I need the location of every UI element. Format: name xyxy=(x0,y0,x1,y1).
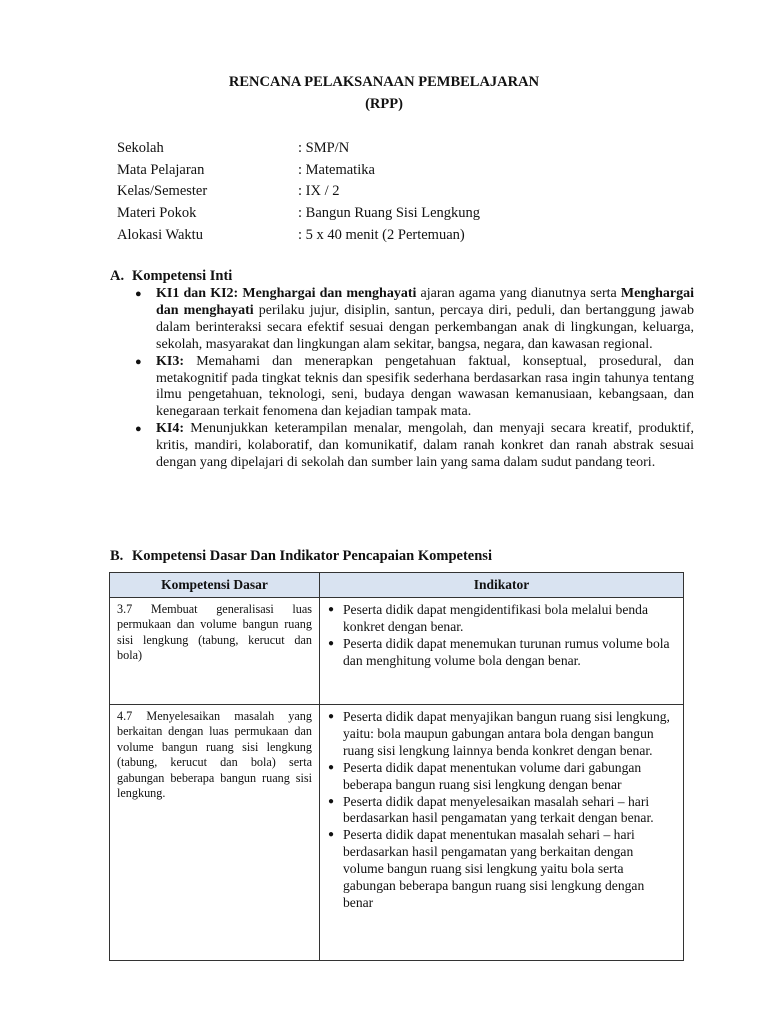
section-letter: B. xyxy=(110,548,124,564)
identity-value: : Bangun Ruang Sisi Lengkung xyxy=(298,205,481,222)
column-header-kompetensi-dasar: Kompetensi Dasar xyxy=(110,573,320,598)
identity-value: : IX / 2 xyxy=(298,183,340,200)
list-item-ki4 xyxy=(133,421,694,472)
identity-row-sekolah xyxy=(117,138,480,160)
bullet-icon: ● xyxy=(328,711,335,722)
kd-cell: 3.7 Membuat generalisasi luas permukaan dan volume bangun ruang sisi lengkung (tabung, kerucut dan bola) xyxy=(110,598,320,705)
list-item xyxy=(328,760,675,794)
list-item xyxy=(328,794,675,828)
table-row xyxy=(110,705,684,961)
document-title: RENCANA PELAKSANAAN PEMBELAJARAN xyxy=(228,74,540,90)
indikator-text: Peserta didik dapat menyajikan bangun ruang sisi lengkung, yaitu: bola maupun gabungan antara bola dengan bangun ruang sisi lengkung lainnya benda konkret dengan benar. xyxy=(343,709,670,758)
identity-value: : 5 x 40 menit (2 Pertemuan) xyxy=(298,226,465,243)
table-row xyxy=(110,598,684,705)
list-item-ki3 xyxy=(133,354,694,422)
ki-text: Memahami dan menerapkan pengetahuan faktual, konseptual, prosedural, dan metakognitif pada tingkat teknis dan spesifik sederhana berdasarkan rasa ingin tahunya tentang ilmu pengetahuan, teknologi, seni, budaya dengan wawasan kemanusiaan, kebangsaan, dan kenegaraan terkait fenomena dan kejadian tampak mata. xyxy=(156,353,694,420)
indikator-text: Peserta didik dapat menentukan masalah sehari – hari berdasarkan hasil pengamatan yang berkaitan dengan volume bangun ruang sisi lengkung yaitu bola serta gabungan beberapa bangun ruang sisi lengkung dengan benar xyxy=(343,827,645,910)
ki-label: KI4: xyxy=(156,421,184,437)
identity-value: : Matematika xyxy=(298,161,375,178)
bullet-icon: ● xyxy=(328,795,335,807)
section-letter: A. xyxy=(110,268,125,284)
bullet-icon: ● xyxy=(135,288,142,300)
indikator-text: Peserta didik dapat menemukan turunan rumus volume bola dan menghitung volume bola dengan benar. xyxy=(343,635,670,668)
ki-label: KI3: xyxy=(156,353,184,369)
identity-value: : SMP/N xyxy=(298,140,350,156)
identity-row-alokasi-waktu xyxy=(117,225,480,247)
section-title: Kompetensi Dasar Dan Indikator Pencapaian Kompetensi xyxy=(132,548,492,564)
list-item xyxy=(328,602,675,636)
kd-indikator-table xyxy=(109,572,684,961)
column-header-indikator: Indikator xyxy=(320,573,684,598)
section-a-heading xyxy=(110,268,232,285)
bullet-icon: ● xyxy=(135,355,142,368)
ki-text: ajaran agama yang dianutnya serta xyxy=(416,286,621,301)
list-item xyxy=(328,709,675,760)
list-item-ki1-ki2 xyxy=(133,286,694,354)
section-b-heading xyxy=(110,548,492,565)
ki-label: KI1 dan KI2: Menghargai dan menghayati xyxy=(156,286,417,301)
indikator-cell xyxy=(320,705,684,961)
identity-row-materi-pokok xyxy=(117,203,480,225)
identity-table xyxy=(117,138,480,246)
indikator-list xyxy=(328,709,675,912)
identity-row-kelas-semester xyxy=(117,181,480,203)
bullet-icon: ● xyxy=(328,637,335,649)
bullet-icon: ● xyxy=(328,761,335,773)
indikator-text: Peserta didik dapat menyelesaikan masalah sehari – hari berdasarkan hasil pengamatan yang terkait dengan benar. xyxy=(343,793,654,826)
table-header-row xyxy=(110,573,684,598)
bullet-icon: ● xyxy=(328,829,335,841)
list-item xyxy=(328,827,675,912)
indikator-text: Peserta didik dapat mengidentifikasi bola melalui benda konkret dengan benar. xyxy=(343,602,649,634)
document-subtitle: (RPP) xyxy=(365,96,403,112)
kd-cell: 4.7 Menyelesaikan masalah yang berkaitan dengan luas permukaan dan volume bangun ruang sisi lengkung (tabung, kerucut dan bola) serta gabungan beberapa bangun ruang sisi lengkung. xyxy=(110,705,320,961)
indikator-text: Peserta didik dapat menentukan volume dari gabungan beberapa bangun ruang sisi lengkung dengan benar xyxy=(343,759,642,792)
identity-label: Kelas/Semester xyxy=(117,183,208,200)
kompetensi-inti-list xyxy=(133,286,694,472)
list-item xyxy=(328,636,675,670)
identity-label: Alokasi Waktu xyxy=(117,226,203,243)
indikator-list xyxy=(328,602,675,670)
section-title: Kompetensi Inti xyxy=(132,268,233,284)
identity-row-mata-pelajaran xyxy=(117,160,480,182)
identity-label: Sekolah xyxy=(117,140,164,156)
ki-text: perilaku jujur, disiplin, santun, percaya diri, peduli, dan bertanggung jawab dalam berinteraksi secara efektif sesuai dengan perkembangan anak di lingkungan, keluarga, sekolah, masyarakat dan lingkungan alam sekitar, bangsa, negara, dan kawasan regional. xyxy=(156,302,694,352)
bullet-icon: ● xyxy=(135,423,142,436)
ki-emphasis: Menghargai dan menghayati xyxy=(156,286,694,318)
bullet-icon: ● xyxy=(328,604,335,615)
ki-text: Menunjukkan keterampilan menalar, mengolah, dan menyaji secara kreatif, produktif, kritis, mandiri, kolaboratif, dan komunikatif, dalam ranah konkret dan ranah abstrak sesuai dengan yang dipelajari di sekolah dan sumber lain yang sama dalam sudut pandang teori. xyxy=(156,421,694,471)
indikator-cell xyxy=(320,598,684,705)
identity-label: Materi Pokok xyxy=(117,205,197,222)
identity-label: Mata Pelajaran xyxy=(117,161,205,178)
